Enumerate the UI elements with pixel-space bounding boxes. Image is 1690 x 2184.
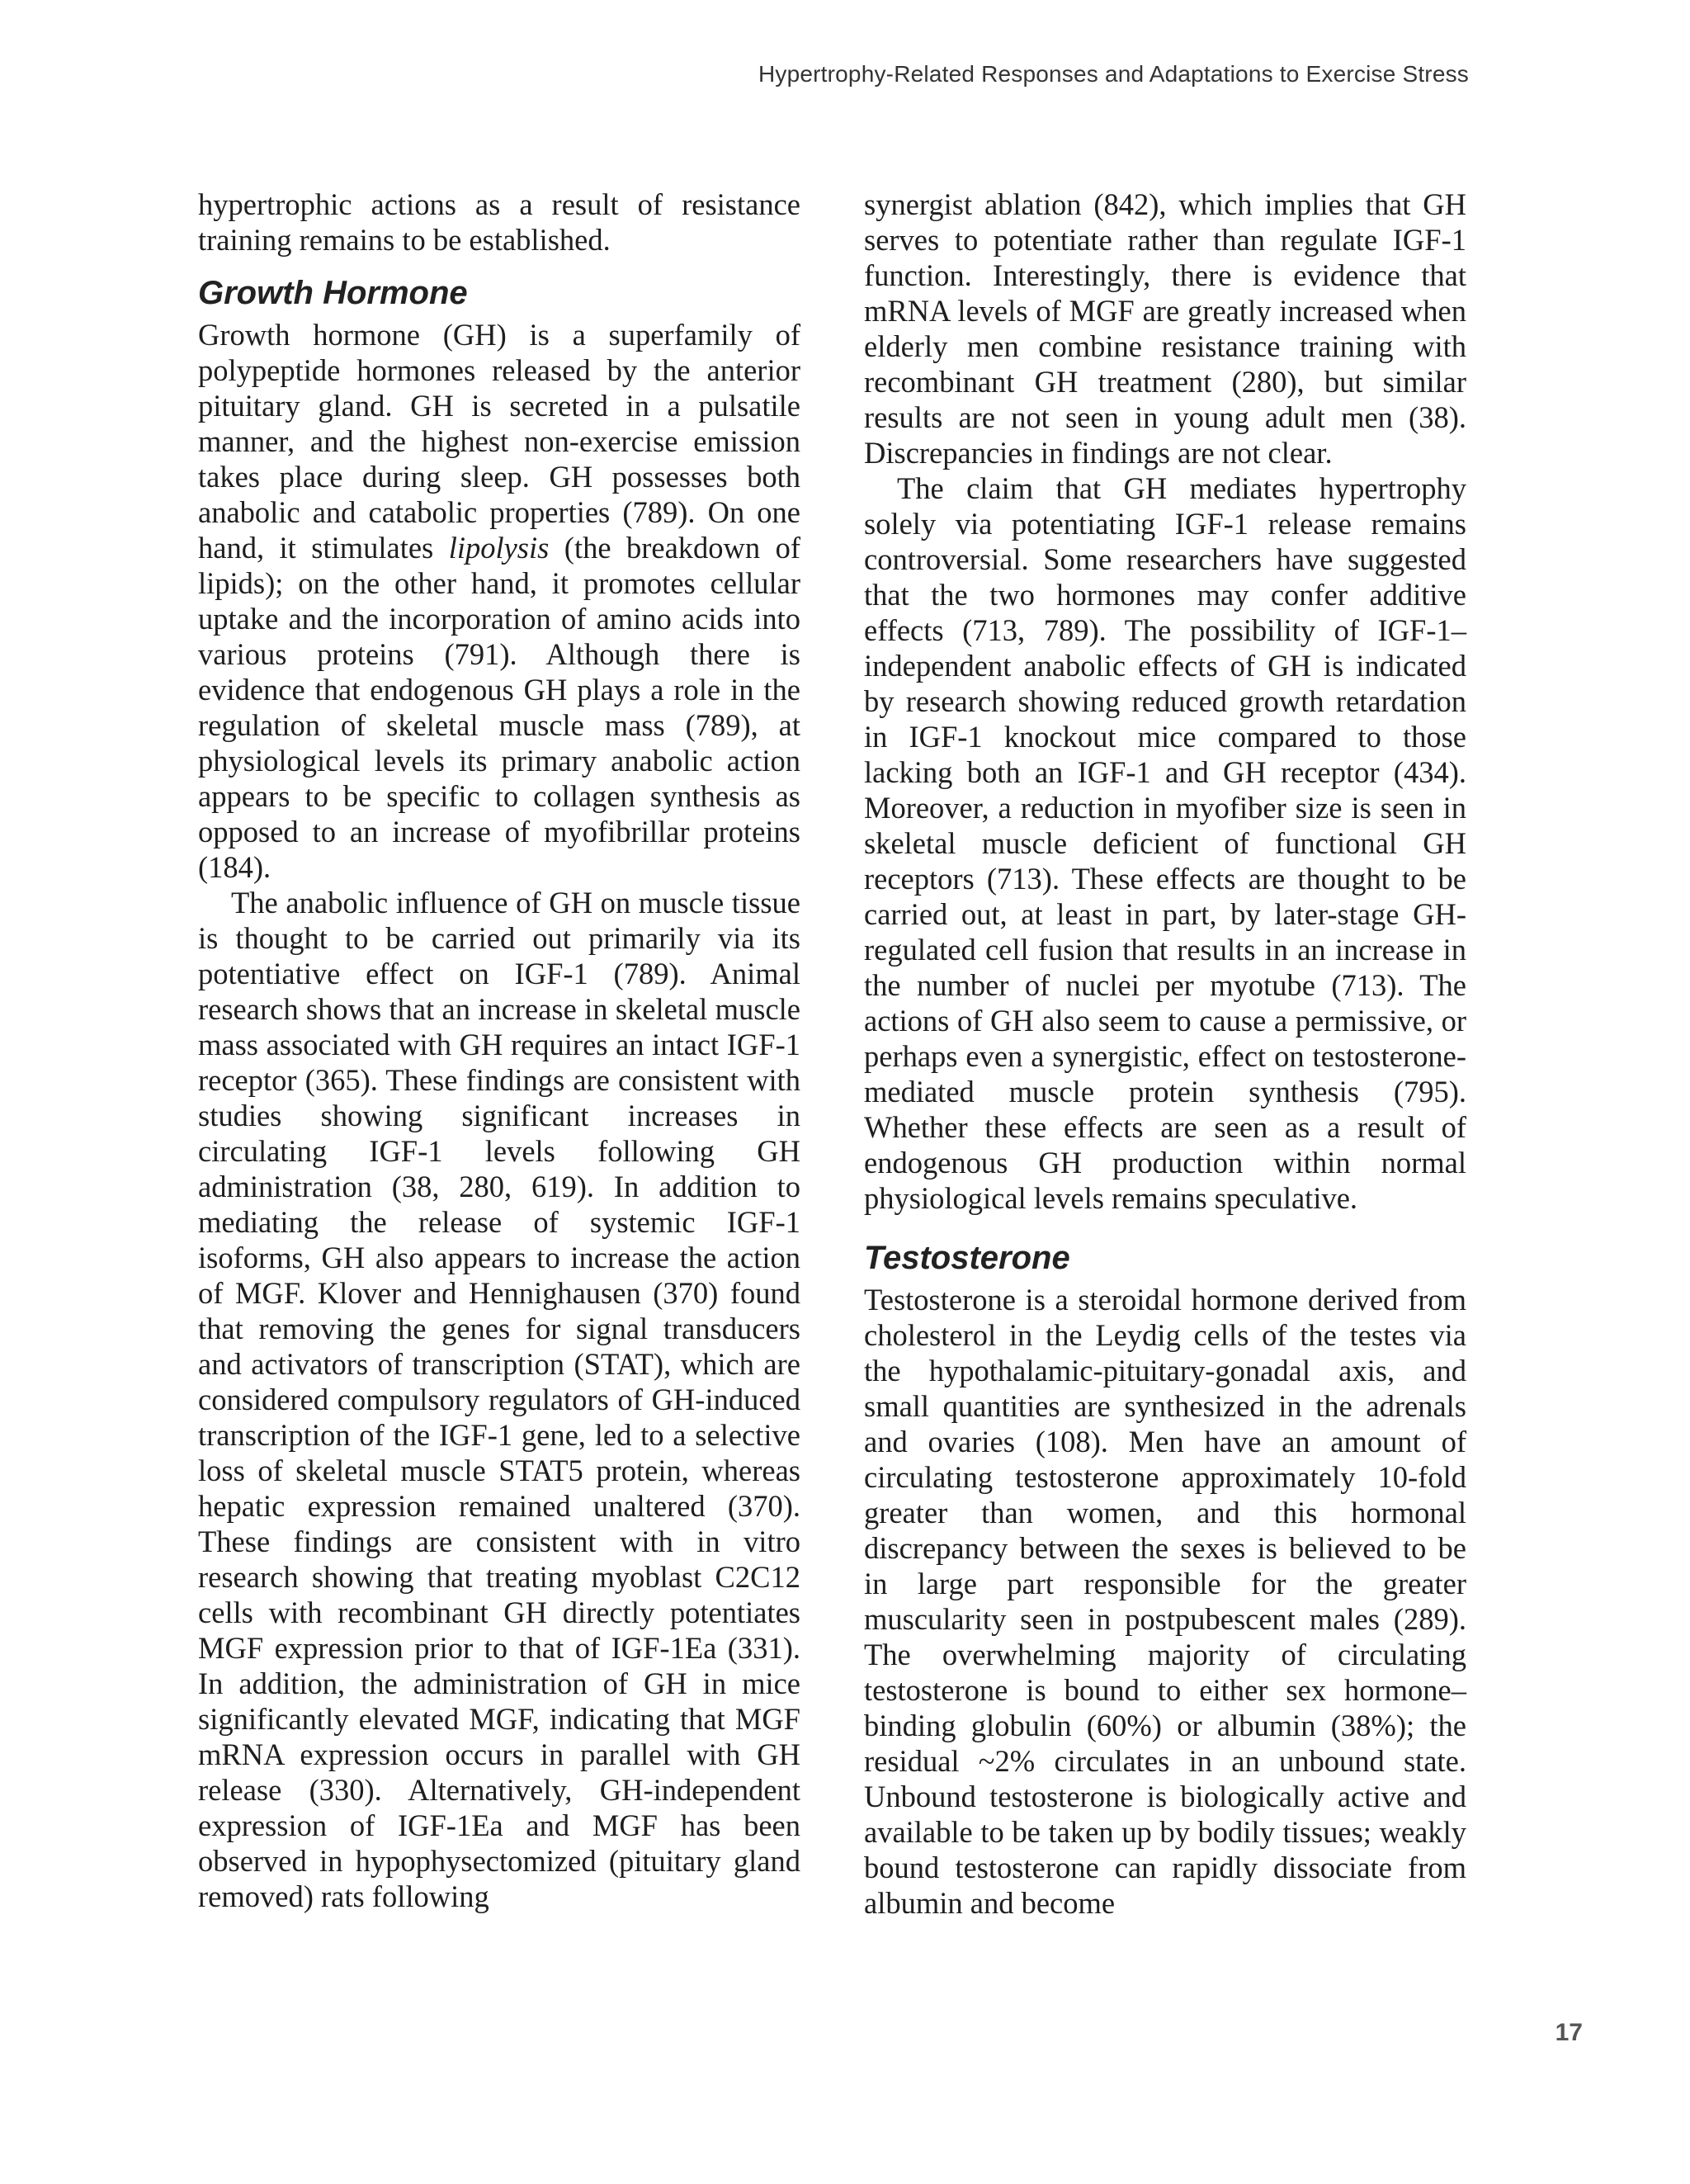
gh-paragraph-4: The claim that GH mediates hypertrophy solely via potentiating IGF-1 release remains controversial. Some researchers have suggested that the two hormones may confer additive effects (713, 789). The possibility of IGF-1–independent anabolic effects of GH is indicated by research showing reduced growth retardation in IGF-1 knockout mice compared to those lacking both an IGF-1 and GH receptor (434). Moreover, a reduction in myofiber size is seen in skeletal muscle deficient of functional GH receptors (713). These effects are thought to be carried out, at least in part, by later-stage GH-regulated cell fusion that results in an increase in the number of nuclei per myotube (713). The actions of GH also seem to cause a permissive, or perhaps even a synergistic, effect on testosterone-mediated muscle protein synthesis (795). Whether these effects are seen as a result of endogenous GH production within normal physiological levels remains speculative. (864, 471, 1466, 1215)
page-number: 17 (1555, 2019, 1583, 2046)
right-column (864, 187, 1466, 1921)
testosterone-paragraph-1: Testosterone is a steroidal hormone derived from cholesterol in the Leydig cells of the testes via the hypothalamic-pituitary-gonadal axis, and small quantities are synthesized in the adrenals and ovaries (108). Men have an amount of circulating testosterone approximately 10-fold greater than women, and this hormonal discrepancy between the sexes is believed to be in large part responsible for the greater muscularity seen in postpubescent males (289). The overwhelming majority of circulating testosterone is bound to either sex hormone–binding globulin (60%) or albumin (38%); the residual ~2% circulates in an unbound state. Unbound testosterone is biologically active and available to be taken up by bodily tissues; weakly bound testosterone can rapidly dissociate from albumin and become (864, 1283, 1466, 1920)
section-heading-growth-hormone: Growth Hormone (198, 275, 468, 311)
term-lipolysis: lipolysis (448, 531, 550, 565)
gh-paragraph-2: The anabolic influence of GH on muscle tissue is thought to be carried out primarily via its potentiative effect on IGF-1 (789). Animal research shows that an increase in skeletal muscle mass associated with GH requires an intact IGF-1 receptor (365). These findings are consistent with studies showing significant increases in circulating IGF-1 levels following GH administration (38, 280, 619). In addition to mediating the release of systemic IGF-1 isoforms, GH also appears to increase the action of MGF. Klover and Hennighausen (370) found that removing the genes for signal transducers and activators of transcription (STAT), which are considered compulsory regulators of GH-induced transcription of the IGF-1 gene, led to a selective loss of skeletal muscle STAT5 protein, whereas hepatic expression remained unaltered (370). These findings are consistent with in vitro research showing that treating myoblast C2C12 cells with recombinant GH directly potentiates MGF expression prior to that of IGF-1Ea (331). In addition, the administration of GH in mice significantly elevated MGF, indicating that MGF mRNA expression occurs in parallel with GH release (330). Alternatively, GH-independent expression of IGF-1Ea and MGF has been observed in hypophysectomized (pituitary gland removed) rats following (198, 886, 800, 1913)
gh-paragraph-1-end: (the breakdown of lipids); on the other hand, it promotes cellular uptake and the incorporation of amino acids into various proteins (791). Although there is evidence that endogenous GH plays a role in the regulation of skeletal muscle mass (789), at physiological levels its primary anabolic action appears to be specific to collagen synthesis as opposed to an increase of myofibrillar proteins (184). (198, 531, 800, 884)
gh-paragraph-3: synergist ablation (842), which implies that GH serves to potentiate rather than regulate IGF-1 function. Interestingly, there is evidence that mRNA levels of MGF are greatly increased when elderly men combine resistance training with recombinant GH treatment (280), but similar results are not seen in young adult men (38). Discrepancies in findings are not clear. (864, 187, 1466, 470)
running-head: Hypertrophy-Related Responses and Adaptations to Exercise Stress (758, 61, 1469, 87)
section-heading-testosterone: Testosterone (864, 1240, 1070, 1276)
gh-paragraph-1 (198, 317, 800, 885)
gh-paragraph-1-start: Growth hormone (GH) is a superfamily of polypeptide hormones released by the anterior pituitary gland. GH is secreted in a pulsatile manner, and the highest non-exercise emission takes place during sleep. GH possesses both anabolic and catabolic properties (789). On one hand, it stimulates (198, 318, 800, 565)
left-column (198, 187, 800, 1914)
intro-paragraph: hypertrophic actions as a result of resistance training remains to be established. (198, 187, 800, 257)
